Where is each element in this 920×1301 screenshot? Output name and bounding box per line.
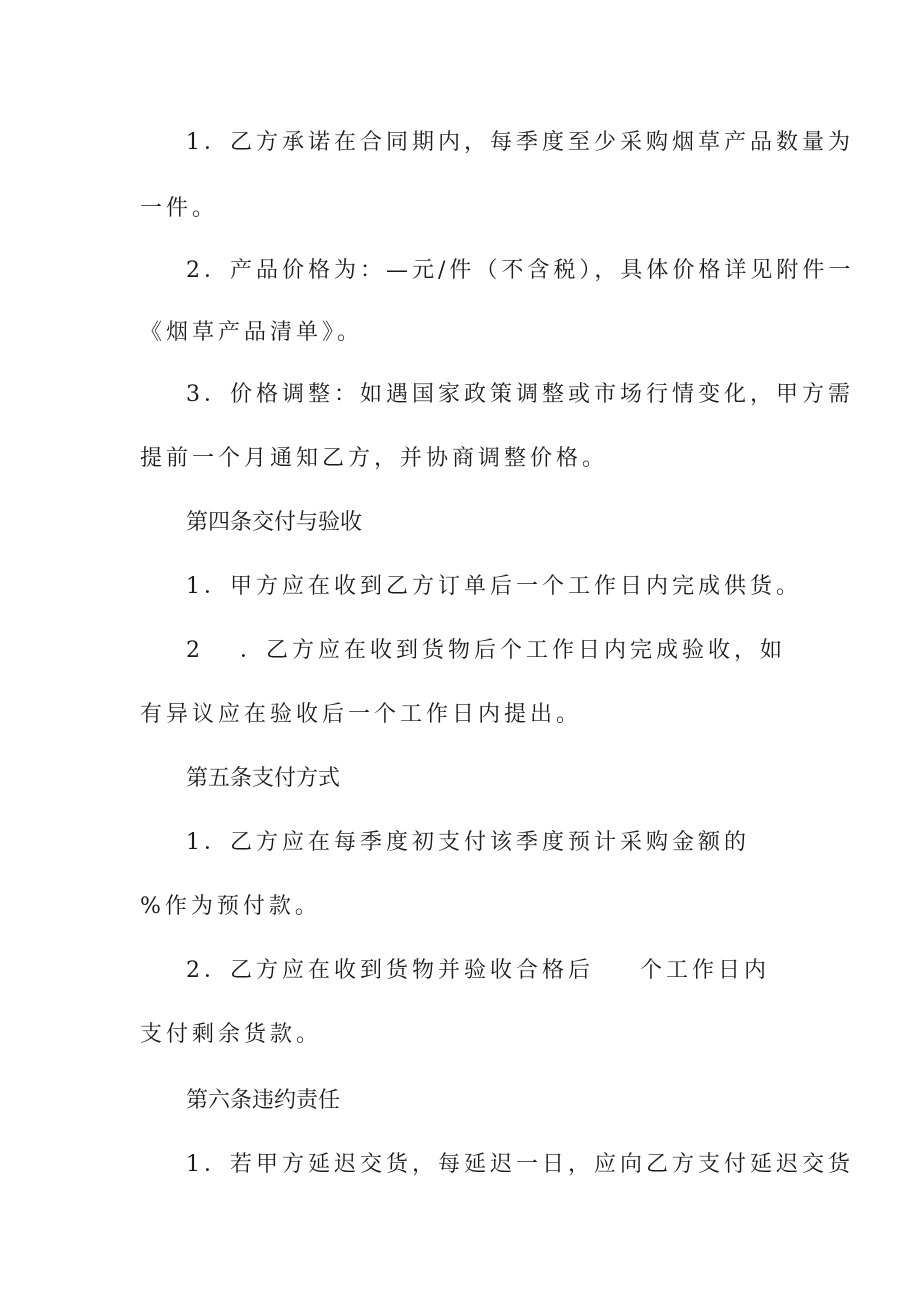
- clause-4-2-line-2: 有异议应在验收后一个工作日内提出。: [140, 702, 583, 727]
- clause-5-2-line-2: 支付剩余货款。: [140, 1022, 323, 1047]
- clause-4-2-number: 2: [186, 638, 204, 663]
- clause-3-1-line-1: 1．乙方承诺在合同期内，每季度至少采购烟草产品数量为: [186, 130, 854, 155]
- clause-3-2-line-1: 2．产品价格为：—元/件（不含税），具体价格详见附件一: [186, 258, 855, 283]
- clause-4-1-line-1: 1．甲方应在收到乙方订单后一个工作日内完成供货。: [186, 574, 802, 599]
- clause-5-1-line-2: %作为预付款。: [140, 894, 321, 919]
- clause-5-1-line-1: 1．乙方应在每季度初支付该季度预计采购金额的: [186, 830, 750, 855]
- clause-3-2-line-2: 《烟草产品清单》。: [140, 320, 364, 345]
- clause-6-1-line-1: 1．若甲方延迟交货，每延迟一日，应向乙方支付延迟交货: [186, 1152, 854, 1177]
- clause-5-2-line-1a: 2．乙方应在收到货物并验收合格后: [186, 958, 594, 983]
- clause-5-2-line-1b: 个工作日内: [640, 958, 771, 983]
- clause-4-2-line-1: ．乙方应在收到货物后个工作日内完成验收，如: [240, 638, 787, 663]
- clause-3-3-line-2: 提前一个月通知乙方，并协商调整价格。: [140, 446, 609, 471]
- article-6-heading: 第六条违约责任: [186, 1088, 341, 1113]
- clause-3-3-line-1: 3．价格调整：如遇国家政策调整或市场行情变化，甲方需: [186, 382, 854, 407]
- article-4-heading: 第四条交付与验收: [186, 510, 363, 535]
- article-5-heading: 第五条支付方式: [186, 766, 341, 791]
- clause-3-1-line-2: 一件。: [140, 196, 219, 221]
